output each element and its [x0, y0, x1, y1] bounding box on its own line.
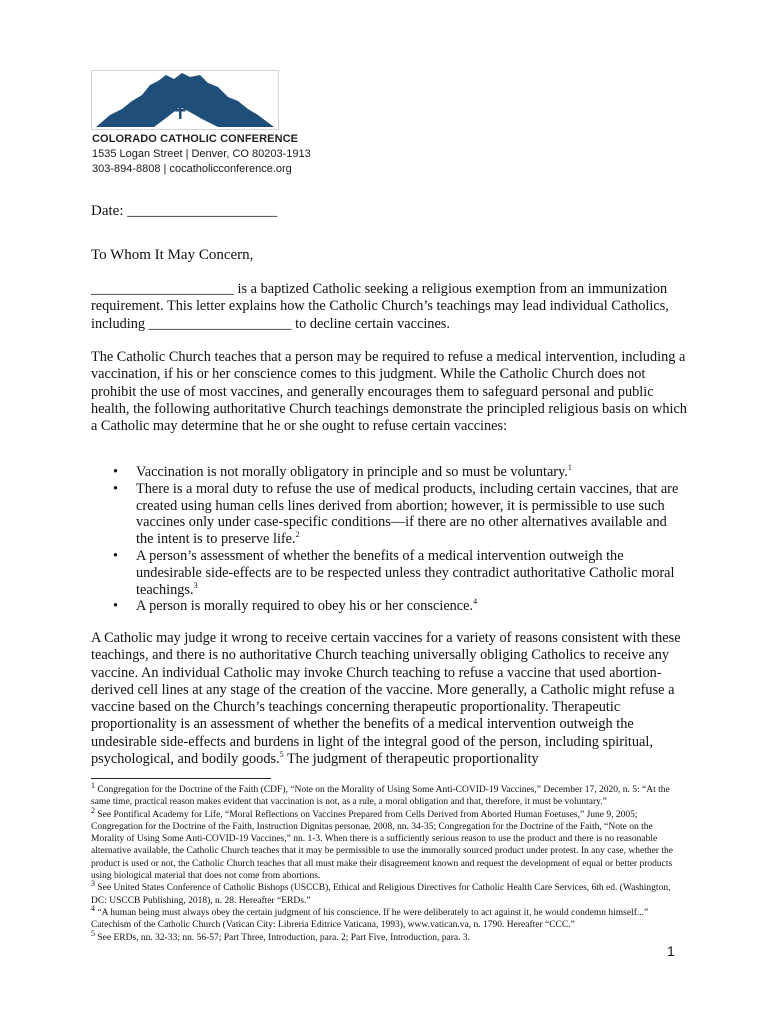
mountain-church-logo-icon	[92, 71, 278, 129]
footnote-ref: 5	[279, 750, 284, 760]
footnote-divider	[91, 778, 271, 779]
footnote-ref: 2	[295, 530, 300, 540]
teachings-list	[113, 464, 685, 615]
footnote: $^4$ “A human being must always obey the certain judgment of his conscience. If he were deliberately to act against it, he would condemn himself...” Catechism of the Catholic Church (Vatican City: Libreria Editrice Vaticana, 1993), www.vatican.va, n. 1790. Hereafter “CCC.”	[91, 903, 649, 931]
salutation: To Whom It May Concern,	[91, 247, 254, 263]
bullet-icon: •	[113, 598, 119, 615]
conference-name: COLORADO CATHOLIC CONFERENCE	[92, 133, 299, 145]
paragraph-proportionality: A Catholic may judge it wrong to receive certain vaccines for a variety of reasons consistent with these teachings, and there is no authoritative Church teaching universally obliging Catholics to receive any vaccine. An individual Catholic may invoke Church teaching to refuse a vaccine that used abortion-derived cell lines at any stage of the creation of the vaccine. More generally, a Catholic might refuse a vaccine based on the Church’s teachings concerning therapeutic proportionality. Therapeutic proportionality is an assessment of whether the benefits of a medical intervention outweigh the undesirable side-effects and burdens in light of the integral good of the person, including spiritual, psychological, and bodily goods.$^5$ The judgment of therapeutic proportionality	[91, 630, 681, 768]
footnote: $^5$ See ERDs, nn. 32-33; nn. 56-57; Part Three, Introduction, para. 2; Part Five, Introduction, para. 3.	[91, 928, 470, 943]
list-item: • There is a moral duty to refuse the use of medical products, including certain vaccines, that are created using human cells lines derived from abortion; however, it is permissible to use such vaccines only under case-specific conditions—if there are no other alternatives available and the intent is to preserve life.$^2$	[113, 480, 679, 548]
conference-contact: 303-894-8808 | cocatholicconference.org	[92, 163, 292, 175]
date-line: Date: ____________________	[91, 203, 278, 219]
footnote: $^1$ Congregation for the Doctrine of the Faith (CDF), “Note on the Morality of Using Some Anti-COVID-19 Vaccines,” December 17, 2020, n. 5: “At the same time, practical reason makes evident that vaccination is not, as a rule, a moral obligation and that, therefore, it must be voluntary.”	[91, 780, 670, 808]
footnote: $^3$ See United States Conference of Catholic Bishops (USCCB), Ethical and Religious Directives for Catholic Health Care Services, 6th ed. (Washington, DC: USCCB Publishing, 2018), n. 28. Hereafter “ERDs.”	[91, 879, 671, 906]
footnotes	[91, 780, 685, 944]
page-number: 1	[667, 943, 675, 959]
list-item: • A person is morally required to obey his or her conscience.$^4$	[113, 597, 478, 615]
conference-address-block	[92, 132, 311, 177]
paragraph-intro: ____________________ is a baptized Catholic seeking a religious exemption from an immunization requirement. This letter explains how the Catholic Church’s teachings may lead individual Catholics, including ____________________ to decline certain vaccines.	[91, 281, 669, 332]
footnote-ref: 1	[567, 463, 572, 473]
bullet-icon: •	[113, 547, 119, 564]
footnote-ref: 3	[193, 580, 198, 590]
list-item: • Vaccination is not morally obligatory in principle and so must be voluntary.$^1$	[113, 463, 572, 480]
conference-address: 1535 Logan Street | Denver, CO 80203-1913	[92, 148, 311, 160]
footnote-ref: 4	[473, 597, 478, 607]
footnote: $^2$ See Pontifical Academy for Life, “Moral Reflections on Vaccines Prepared from Cells Derived from Aborted Human Foetuses,” June 9, 2005; Congregation for the Doctrine of the Faith, Instruction Dignitas personae, 2008, nn. 34-35; Congregation for the Doctrine of the Faith, “Note on the Morality of Using Some Anti-COVID-19 Vaccines,” nn. 1-3. When there is a sufficiently serious reason to use the product and there is no reasonable alternative available, the Catholic Church teaches that it may be permissible to use the immorally sourced product under protest. In any case, whether the product is used or not, the Catholic Church teaches that all must make their disagreement known and request the development of equal or better products using biological material that does not come from abortions.	[91, 805, 673, 882]
list-item: • A person’s assessment of whether the benefits of a medical intervention outweigh the undesirable side-effects are to be respected unless they contradict authoritative Catholic moral teachings.$^3$	[113, 547, 675, 598]
bullet-icon: •	[113, 464, 119, 480]
conference-logo	[91, 70, 279, 130]
bullet-icon: •	[113, 480, 119, 497]
paragraph-church-teaching: The Catholic Church teaches that a person may be required to refuse a medical intervention, including a vaccination, if his or her conscience comes to this judgment. While the Catholic Church does not prohibit the use of most vaccines, and generally encourages them to safeguard personal and public health, the following authoritative Church teachings demonstrate the principled religious basis on which a Catholic may determine that he or she ought to refuse certain vaccines:	[91, 349, 687, 435]
